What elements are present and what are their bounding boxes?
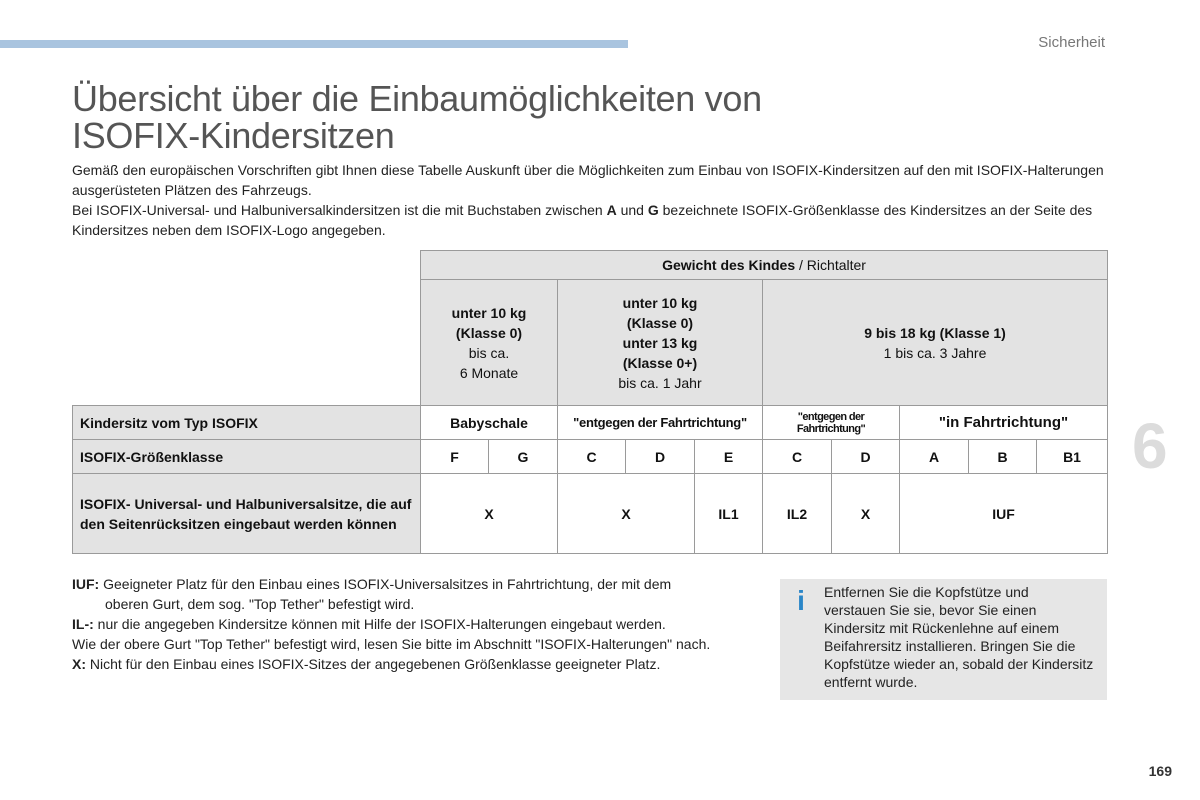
note-iuf-continued: oberen Gurt, dem sog. "Top Tether" befestigt wird. [105, 596, 415, 612]
size-cell: B1 [1037, 440, 1108, 474]
intro-text [72, 160, 1112, 240]
size-cell: F [421, 440, 489, 474]
note-key: IL-: [72, 616, 94, 632]
weight-header [421, 251, 1108, 280]
weight-group-line: unter 10 kg [622, 294, 698, 311]
note-top-tether: Wie der obere Gurt "Top Tether" befestigt wird, lesen Sie bitte im Abschnitt "ISOFIX-Halterungen" nach. [72, 636, 711, 652]
weight-group-line: (Klasse 0) [455, 324, 523, 341]
intro-text-part: Bei ISOFIX-Universal- und Halbuniversalkindersitzen ist die mit Buchstaben zwischen [72, 202, 607, 218]
chapter-number: 6 [1132, 410, 1168, 482]
note-text: nur die angegeben Kindersitze können mit Hilfe der ISOFIX-Halterungen eingebaut werden. [93, 616, 666, 632]
weight-group-sub: bis ca. 1 Jahr [618, 374, 702, 391]
note-key: IUF: [72, 576, 100, 592]
seat-cell: X [558, 474, 695, 554]
note-text: Nicht für den Einbau eines ISOFIX-Sitzes der angegebenen Größenklasse geeigneter Platz. [86, 656, 661, 672]
info-text: Entfernen Sie die Kopfstütze und verstauen Sie sie, bevor Sie einen Kindersitz mit Rückenlehne auf einem Beifahrersitz installieren. Bringen Sie die Kopfstütze wieder an, sobald der Kindersitz entfernt wurde. [824, 584, 1094, 690]
page-number: 169 [1148, 763, 1172, 779]
note-key: X: [72, 656, 86, 672]
size-cell: C [558, 440, 626, 474]
legend-notes [72, 574, 752, 674]
intro-letter-a: A [606, 202, 617, 218]
type-cell-rearward: "entgegen der Fahrtrichtung" [558, 406, 763, 440]
weight-group-line: (Klasse 0) [626, 314, 694, 331]
table-corner-blank [73, 251, 421, 280]
weight-group-line: (Klasse 0+) [622, 354, 698, 371]
size-cell: D [626, 440, 695, 474]
weight-group-line: unter 13 kg [622, 334, 698, 351]
page-title [72, 80, 762, 154]
type-cell-forward: "in Fahrtrichtung" [900, 406, 1108, 440]
row-label-seat-type: Kindersitz vom Typ ISOFIX [73, 406, 421, 440]
size-cell: G [489, 440, 558, 474]
note-text: Geeigneter Platz für den Einbau eines ISOFIX-Universalsitzes in Fahrtrichtung, der mit dem [99, 576, 672, 592]
weight-header-bold: Gewicht des Kindes [662, 257, 796, 273]
size-cell: A [900, 440, 969, 474]
note-x [72, 654, 752, 674]
weight-group-0 [421, 280, 558, 406]
size-cell: B [969, 440, 1037, 474]
seat-cell: IL2 [763, 474, 832, 554]
weight-header-rest: / Richtalter [795, 257, 866, 273]
weight-group-line: unter 10 kg [451, 304, 527, 321]
weight-group-0plus [558, 280, 763, 406]
intro-text-part: und [616, 202, 648, 218]
row-label-side-rear-seats: ISOFIX- Universal- und Halbuniversalsitze, die auf den Seitenrücksitzen eingebaut werden können [73, 474, 421, 554]
header-accent-bar [0, 40, 628, 48]
type-cell-babyschale: Babyschale [421, 406, 558, 440]
note-il [72, 614, 752, 634]
intro-letter-g: G [647, 202, 659, 218]
isofix-table [72, 250, 1108, 554]
table-corner-blank [73, 280, 421, 406]
size-cell: D [832, 440, 900, 474]
info-box [780, 579, 1107, 700]
section-label: Sicherheit [1038, 34, 1105, 51]
note-iuf [72, 574, 752, 594]
seat-cell: X [832, 474, 900, 554]
page-title-line-1: Übersicht über die Einbaumöglichkeiten von [72, 78, 762, 119]
weight-group-sub: 1 bis ca. 3 Jahre [883, 344, 987, 361]
weight-group-sub: 6 Monate [459, 364, 519, 381]
seat-cell: IUF [900, 474, 1108, 554]
weight-group-1 [763, 280, 1108, 406]
row-label-size-class: ISOFIX-Größenklasse [73, 440, 421, 474]
size-cell: C [763, 440, 832, 474]
type-cell-rearward-small: "entgegen der Fahrtrichtung" [763, 406, 900, 440]
page-title-line-2: ISOFIX-Kindersitzen [72, 115, 395, 156]
info-icon: i [797, 585, 805, 616]
size-cell: E [695, 440, 763, 474]
weight-group-sub: bis ca. [468, 344, 510, 361]
seat-cell: IL1 [695, 474, 763, 554]
intro-paragraph-2 [72, 200, 1112, 240]
intro-paragraph-1: Gemäß den europäischen Vorschriften gibt Ihnen diese Tabelle Auskunft über die Möglichkeiten zum Einbau von ISOFIX-Kindersitzen auf den mit ISOFIX-Halterungen ausgerüsteten Plätzen des Fahrzeugs. [72, 162, 1104, 198]
intro-text-part: bezeichnete ISOFIX-Größenklasse des Kindersitzes an der Seite des Kindersitzes neben dem ISOFIX-Logo angegeben. [72, 202, 1093, 238]
seat-cell: X [421, 474, 558, 554]
weight-group-line: 9 bis 18 kg (Klasse 1) [864, 324, 1006, 341]
